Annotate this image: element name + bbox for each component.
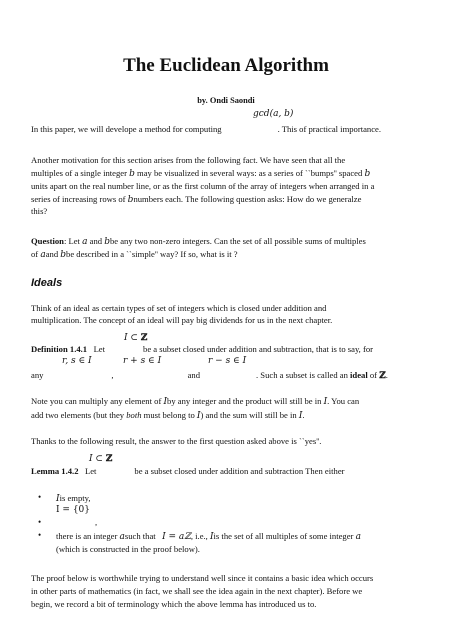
var-b: b (127, 195, 134, 205)
question-l2c: be described in a ``simple'' way? If so, what is it ? (66, 249, 238, 259)
lemma-b4-pre: there is an integer (56, 531, 118, 541)
note-l1a: Note you can multiply any element of (31, 396, 162, 406)
var-I: I (323, 397, 328, 407)
definition-end: . Such a subset is called an (256, 370, 348, 380)
definition-line-2 (31, 370, 431, 382)
integers-Z: ℤ (140, 333, 148, 343)
note-both: both (126, 410, 142, 420)
gcd-formula: gcd(a, b) (253, 109, 294, 119)
bullet-3: • (38, 530, 42, 540)
proof-line-2: in other parts of mathematics (in fact, we shall see the idea again in the next chapter). Before we (31, 586, 363, 596)
definition-of: of (369, 370, 378, 380)
integers-Z: ℤ (105, 454, 113, 464)
motivation-l2b: may be visualized in several ways: as a series of ``bumps'' spaced (137, 168, 363, 178)
note-l1b: by any integer and the product will still be in (167, 396, 322, 406)
var-I: I (89, 454, 93, 464)
cond-r-s-in-I: r, s ∈ I (62, 356, 92, 366)
cond-sum-in-I: r + s ∈ I (123, 356, 162, 366)
note-l2b: must belong to (143, 410, 195, 420)
section-heading-ideals: Ideals (31, 277, 63, 289)
question-line-1 (31, 236, 426, 248)
lemma-bullet-3-line-2: (which is constructed in the proof below). (56, 544, 200, 554)
intro-line-pre: In this paper, we will develope a method for computing (31, 124, 222, 134)
var-I: I (298, 411, 303, 421)
note-l2c: ) and the sum will still be in (200, 410, 297, 420)
var-a: a (119, 532, 125, 542)
lemma-let: Let (84, 466, 97, 476)
lemma-bullet-2: , (95, 517, 98, 527)
lemma-bullet-3 (56, 531, 436, 543)
lemma-b1-text: is empty, (59, 493, 91, 503)
var-b: b (364, 169, 371, 179)
definition-ideal: ideal (350, 370, 368, 380)
ideals-p1-line-1: Think of an ideal as certain types of set of integers which is closed under addition and (31, 303, 327, 313)
motivation-l4b: numbers each. The following question asks: How do we generalze (133, 194, 362, 204)
question-l2b: and (45, 249, 59, 259)
motivation-line-2 (31, 168, 424, 180)
lemma-I-equals-zero: I = {0} (56, 505, 90, 515)
var-a: a (40, 250, 46, 260)
lemma-line (31, 466, 431, 477)
definition-l1: be a subset closed under addition and subtraction, that is to say, for (143, 344, 374, 354)
definition-let: Let (93, 344, 106, 354)
integers-Z: ℤ (379, 371, 386, 381)
ideals-p1-line-2: multiplication. The concept of an ideal will pay big dividends for us in the next chapter. (31, 315, 333, 325)
question-line-2 (31, 249, 238, 261)
lemma-subset-formula: I ⊂ ℤ (89, 454, 113, 464)
subset-formula: I ⊂ ℤ (124, 333, 148, 343)
definition-any: any (31, 370, 44, 380)
var-a: a (82, 237, 88, 247)
var-I: I (196, 411, 201, 421)
document-title: The Euclidean Algorithm (123, 55, 329, 76)
lemma-I-equals-aZ: I = aℤ (162, 532, 191, 542)
intro-line-post: . This of practical importance. (277, 124, 381, 134)
var-I: I (209, 532, 214, 542)
var-a: a (355, 532, 361, 542)
var-I: I (163, 397, 168, 407)
bullet-1: • (38, 492, 42, 502)
definition-line-1 (31, 344, 426, 355)
note-l1c: . You can (327, 396, 360, 406)
lemma-text: be a subset closed under addition and subtraction Then either (134, 466, 345, 476)
var-b: b (104, 237, 110, 247)
definition-and: and (187, 370, 200, 380)
question-l2a: of (31, 249, 39, 259)
motivation-line-3: units apart on the real number line, or as the first column of the array of integers when arranged in a (31, 181, 375, 191)
motivation-l4a: series of increasing rows of (31, 194, 126, 204)
note-line-1 (31, 396, 431, 408)
lemma-b4-mid: such that (124, 531, 156, 541)
author-line: by. Ondi Saondi (197, 96, 255, 105)
definition-comma: , (111, 370, 114, 380)
note-l2a: add two elements (but they (31, 410, 125, 420)
var-b: b (60, 250, 67, 260)
var-I: I (56, 494, 60, 504)
question-l1c: be any two non-zero integers. Can the set of all possible sums of multiples (109, 236, 366, 246)
motivation-line-4 (31, 194, 424, 206)
thanks-line: Thanks to the following result, the answer to the first question asked above is ``yes''. (31, 436, 322, 446)
bullet-2: • (38, 517, 42, 527)
question-l1b: and (89, 236, 103, 246)
lemma-label: Lemma 1.4.2 (31, 466, 79, 476)
definition-period: . (385, 370, 388, 380)
note-l2d: . (302, 410, 305, 420)
proof-line-3: begin, we record a bit of terminology which the above lemma has introduced us to. (31, 599, 317, 609)
lemma-bullet-1 (56, 493, 91, 505)
lemma-b4-ie: , i.e., (190, 531, 208, 541)
lemma-b4-text: is the set of all multiples of some integer (213, 531, 354, 541)
definition-label: Definition 1.4.1 (31, 344, 88, 354)
motivation-line-5: this? (31, 206, 48, 216)
proof-line-1: The proof below is worthwhile trying to understand well since it contains a basic idea which occurs (31, 573, 374, 583)
motivation-l2a: multiples of a single integer (31, 168, 127, 178)
note-line-2 (31, 410, 431, 422)
intro-text (31, 124, 381, 135)
cond-diff-in-I: r − s ∈ I (208, 356, 247, 366)
var-b: b (129, 169, 135, 179)
question-l1a: : Let (63, 236, 80, 246)
question-label: Question (31, 236, 64, 246)
motivation-line-1: Another motivation for this section arises from the following fact. We have seen that all the (31, 155, 346, 165)
var-I: I (124, 333, 128, 343)
